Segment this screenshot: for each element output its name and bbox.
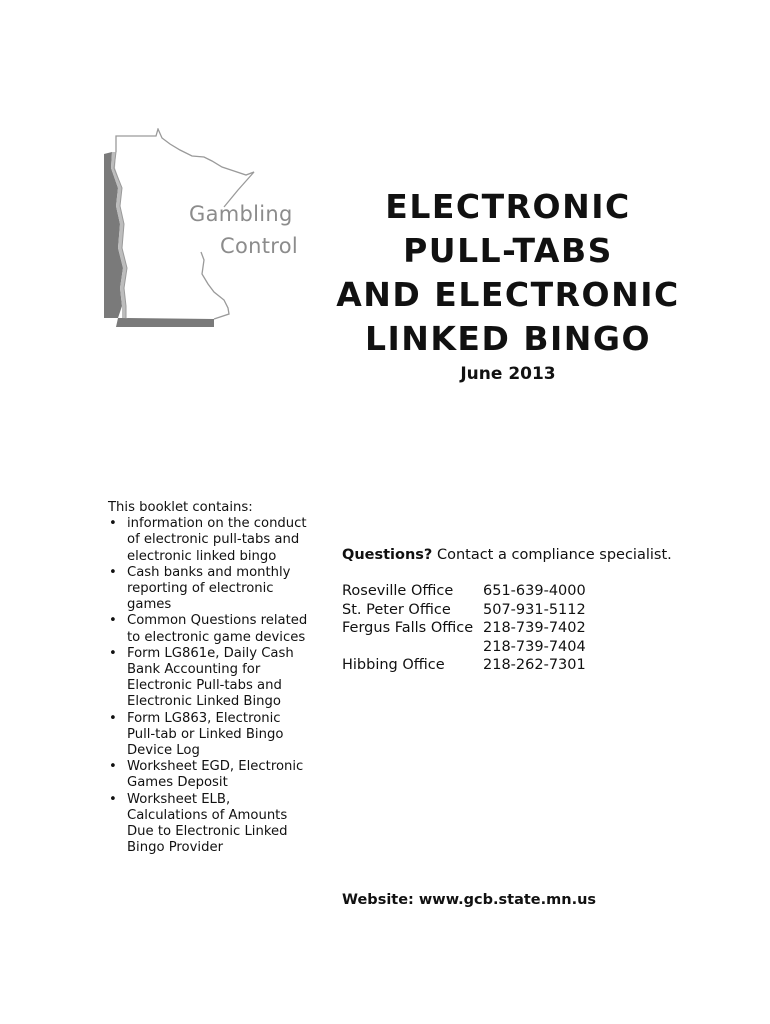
list-item-text: Form LG863, Electronic Pull-tab or Linked Bingo Device Log — [127, 710, 284, 759]
list-item — [108, 646, 308, 711]
minnesota-state-outline-icon — [96, 128, 326, 333]
office-phone: 651-639-4000 — [483, 583, 586, 599]
questions-label: Questions? — [342, 547, 433, 563]
office-name: Fergus Falls Office — [342, 620, 474, 636]
website-line: Website: www.gcb.state.mn.us — [342, 892, 597, 908]
questions-text: Contact a compliance specialist. — [436, 547, 672, 563]
logo-text-control: Control — [220, 234, 299, 258]
bullet-icon: • — [109, 791, 117, 807]
title-line: LINKED BINGO — [364, 319, 652, 358]
office-name: Roseville Office — [342, 583, 454, 599]
list-item — [108, 792, 308, 857]
bullet-icon: • — [109, 645, 117, 661]
contents-intro: This booklet contains: — [108, 500, 253, 515]
list-item — [108, 613, 308, 645]
list-item — [108, 565, 308, 614]
list-item — [108, 711, 308, 760]
title-line: PULL-TABS — [403, 231, 613, 270]
title-line: AND ELECTRONIC — [336, 275, 680, 314]
office-row — [342, 619, 586, 656]
booklet-contents — [108, 500, 308, 856]
contents-list — [108, 516, 308, 856]
bullet-icon: • — [109, 564, 117, 580]
office-name: St. Peter Office — [342, 601, 451, 618]
list-item-text: Form LG861e, Daily Cash Bank Accounting for Electronic Pull-tabs and Electronic Linked Bingo — [127, 645, 294, 710]
bullet-icon: • — [109, 516, 117, 532]
gambling-control-logo — [96, 128, 326, 333]
office-phone: 507-931-5112 — [483, 601, 586, 618]
publication-date: June 2013 — [460, 364, 556, 384]
logo-text-gambling: Gambling — [189, 202, 293, 226]
bullet-icon: • — [109, 759, 117, 775]
office-phone: 218-739-7402 — [483, 620, 586, 636]
bullet-icon: • — [109, 710, 117, 726]
title-line: ELECTRONIC — [385, 187, 631, 226]
list-item — [108, 759, 308, 791]
list-item-text: Common Questions related to electronic game devices — [127, 613, 308, 645]
office-directory — [342, 582, 586, 675]
list-item-text: information on the conduct of electronic pull-tabs and electronic linked bingo — [127, 516, 307, 564]
office-phone: 218-262-7301 — [483, 657, 586, 673]
list-item — [108, 516, 308, 565]
office-row — [342, 656, 586, 675]
office-name: Hibbing Office — [342, 657, 445, 673]
office-row — [342, 582, 586, 601]
list-item-text: Worksheet ELB, Calculations of Amounts Due to Electronic Linked Bingo Provider — [127, 791, 288, 856]
list-item-text: Worksheet EGD, Electronic Games Deposit — [127, 759, 304, 791]
questions-line — [342, 547, 672, 563]
office-phone: 218-739-7404 — [483, 638, 586, 655]
list-item-text: Cash banks and monthly reporting of electronic games — [127, 564, 291, 613]
booklet-title — [336, 185, 680, 361]
office-row — [342, 601, 586, 620]
bullet-icon: • — [109, 613, 117, 629]
